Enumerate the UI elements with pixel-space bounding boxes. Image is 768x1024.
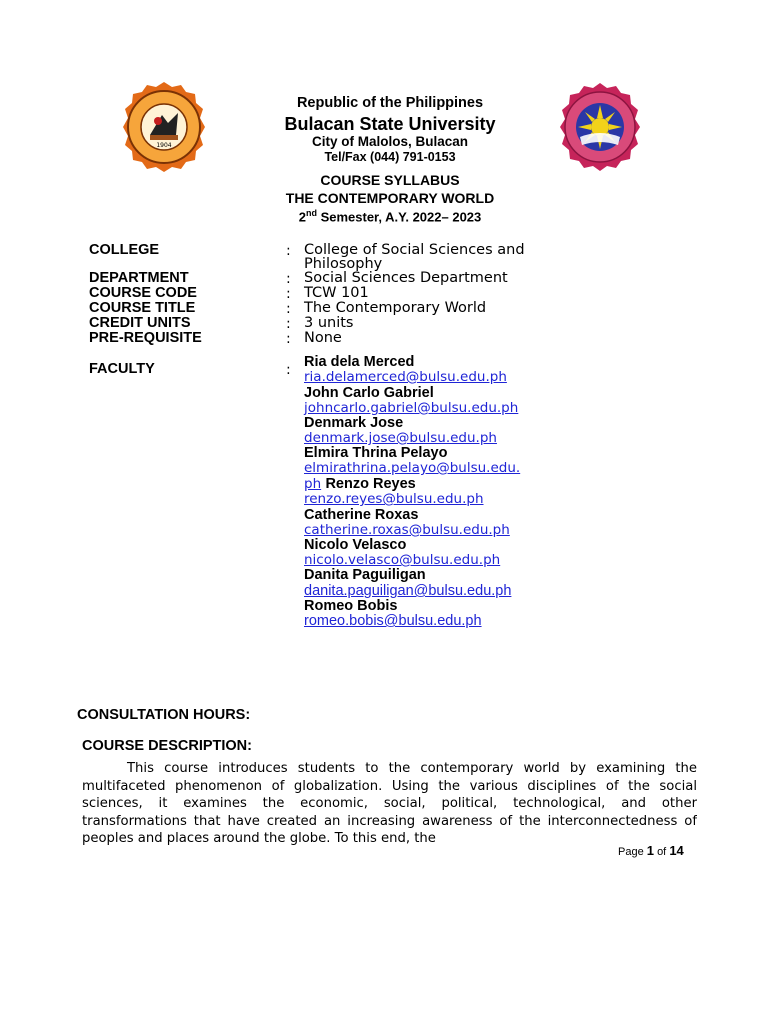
faculty-name: Nicolo Velasco (304, 537, 407, 553)
consultation-hours-heading: CONSULTATION HOURS: (77, 707, 251, 723)
faculty-colon: : (286, 362, 291, 378)
svg-text:1904: 1904 (156, 142, 172, 149)
page-number: Page 1 of 14 (618, 843, 684, 858)
course-code-label: COURSE CODE (89, 285, 197, 301)
college-label: COLLEGE (89, 242, 160, 258)
credit-units-label: CREDIT UNITS (89, 315, 191, 331)
cssp-seal-logo (551, 83, 649, 171)
faculty-name: Catherine Roxas (304, 507, 419, 523)
university-name: Bulacan State University (284, 114, 496, 134)
college-value: College of Social Sciences and Philosophy (304, 242, 525, 272)
department-label: DEPARTMENT (89, 270, 189, 286)
prerequisite-value: None (304, 330, 342, 346)
course-code-value: TCW 101 (304, 285, 369, 301)
faculty-name: Renzo Reyes (325, 476, 416, 492)
semester-line: 2nd Semester, A.Y. 2022– 2023 (298, 208, 482, 225)
faculty-email-link[interactable]: ria.delamerced@bulsu.edu.ph (304, 369, 507, 385)
faculty-email-link[interactable]: elmirathrina.pelayo@bulsu.edu. (304, 460, 521, 476)
department-value: Social Sciences Department (304, 270, 508, 286)
faculty-email-link[interactable]: denmark.jose@bulsu.edu.ph (304, 430, 497, 446)
department-colon: : (286, 271, 291, 287)
course-name-heading: THE CONTEMPORARY WORLD (285, 190, 495, 206)
faculty-email-link[interactable]: nicolo.velasco@bulsu.edu.ph (304, 552, 501, 568)
bulsu-seal-logo (115, 82, 213, 172)
course-title-label: COURSE TITLE (89, 300, 196, 316)
credit-units-value: 3 units (304, 315, 354, 331)
course-description-text: This course introduces students to the contemporary world by examining the multifaceted phenomenon of globalization. Using the various disciplines of the social sciences, it examines the economic, social, political, technological, and other transformations that have created an increasing awareness of the interconnectedness of peoples and places around the globe. To this end, the (82, 761, 697, 846)
faculty-name: Romeo Bobis (304, 598, 398, 614)
credit-units-colon: : (286, 316, 291, 332)
republic-heading: Republic of the Philippines (296, 95, 484, 111)
faculty-label: FACULTY (89, 361, 155, 377)
city-line: City of Malolos, Bulacan (311, 134, 469, 149)
faculty-email-link[interactable]: danita.paguiligan@bulsu.edu.ph (304, 583, 512, 599)
faculty-name: Denmark Jose (304, 415, 404, 431)
document-type-heading: COURSE SYLLABUS (320, 172, 460, 188)
course-title-colon: : (286, 301, 291, 317)
telfax-line: Tel/Fax (044) 791-0153 (324, 150, 456, 164)
faculty-name: Elmira Thrina Pelayo (304, 445, 448, 461)
faculty-email-link[interactable]: johncarlo.gabriel@bulsu.edu.ph (304, 400, 519, 416)
faculty-email-link[interactable]: catherine.roxas@bulsu.edu.ph (304, 522, 510, 538)
faculty-email-link[interactable]: renzo.reyes@bulsu.edu.ph (304, 491, 484, 507)
faculty-email-link[interactable]: ph (304, 476, 322, 492)
faculty-name: John Carlo Gabriel (304, 385, 434, 401)
faculty-name: Ria dela Merced (304, 354, 415, 370)
faculty-email-link[interactable]: romeo.bobis@bulsu.edu.ph (304, 613, 482, 629)
course-title-value: The Contemporary World (304, 300, 487, 316)
prerequisite-colon: : (286, 331, 291, 347)
course-description-heading: COURSE DESCRIPTION: (82, 738, 252, 754)
prerequisite-label: PRE-REQUISITE (89, 330, 202, 346)
college-colon: : (286, 243, 291, 259)
faculty-email-continued-row (304, 476, 416, 492)
course-code-colon: : (286, 286, 291, 302)
faculty-name: Danita Paguiligan (304, 567, 426, 583)
